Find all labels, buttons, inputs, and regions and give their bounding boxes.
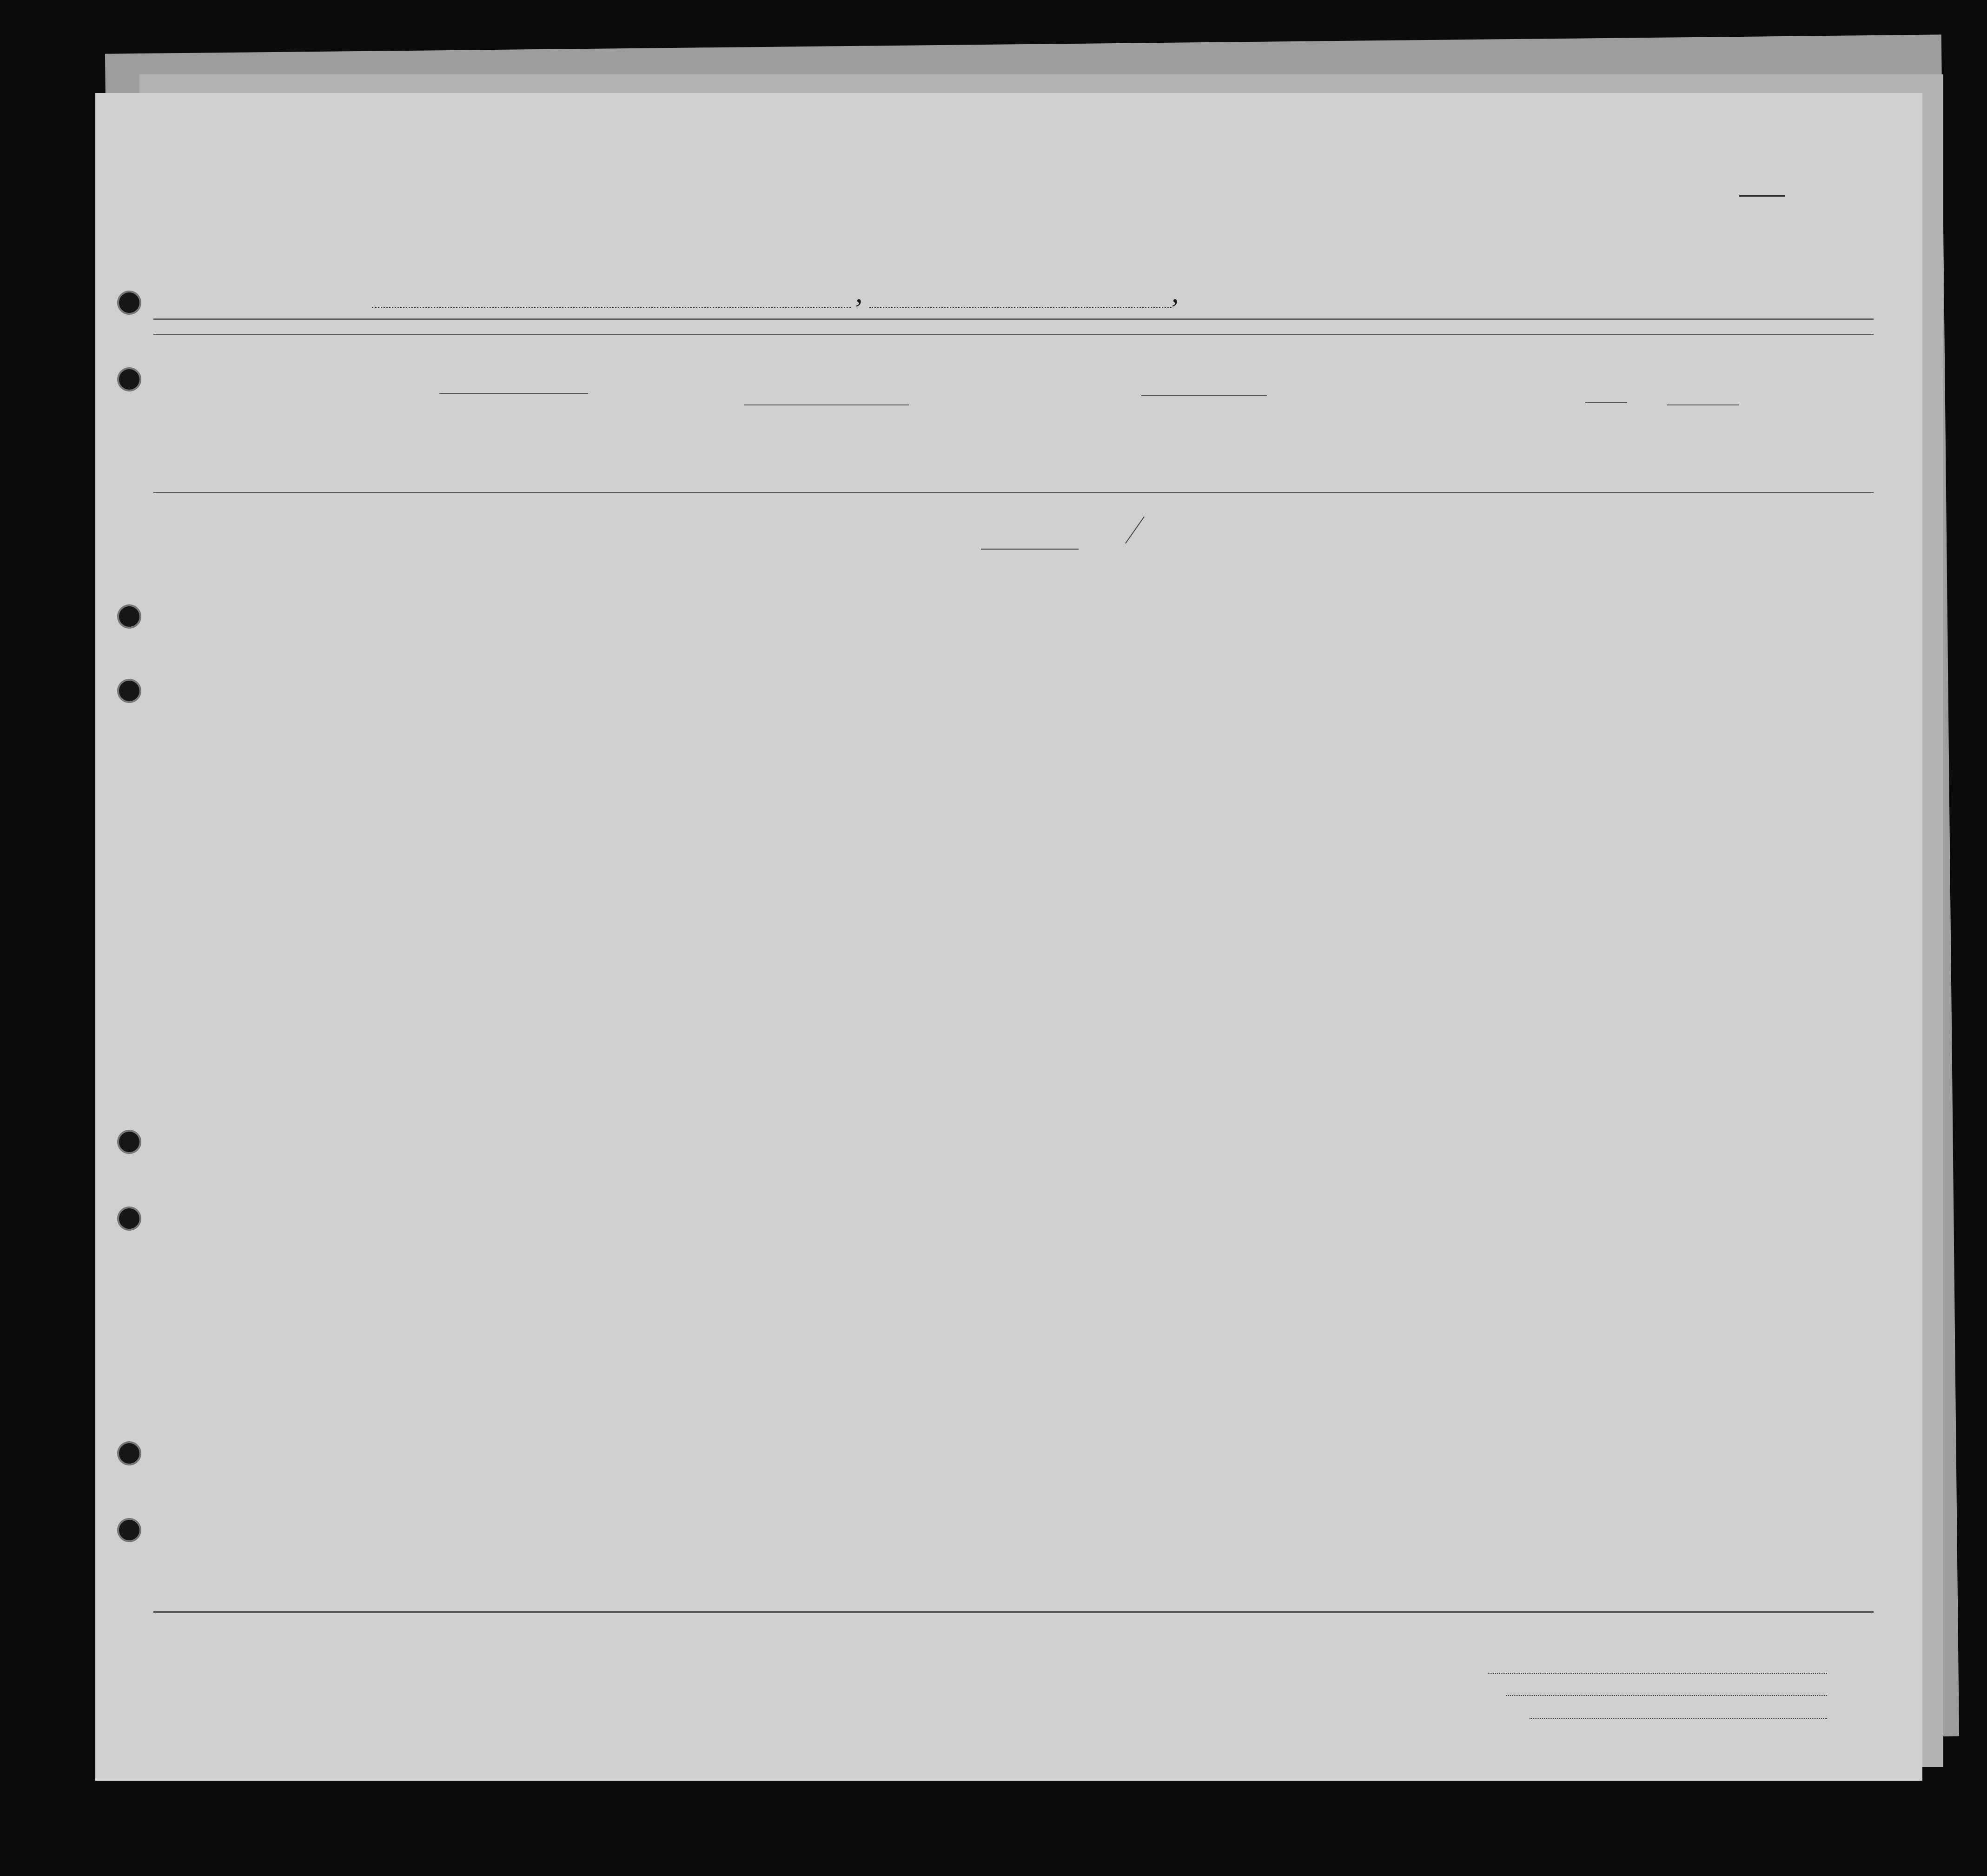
column-number-divider xyxy=(153,334,1874,335)
header-polygamist xyxy=(1292,367,1311,488)
header-ticket xyxy=(594,363,613,488)
header-divider xyxy=(1585,402,1627,403)
manifest-sheet xyxy=(95,93,1922,1781)
header-q30 xyxy=(1432,372,1451,488)
line-field xyxy=(1488,1673,1827,1674)
binder-hole xyxy=(117,1206,141,1231)
header-q29 xyxy=(1390,367,1432,488)
port-line xyxy=(372,307,851,308)
binder-hole xyxy=(117,604,141,629)
binder-hole xyxy=(117,679,141,703)
header-anarchist xyxy=(1316,367,1334,488)
binder-hole xyxy=(117,1130,141,1154)
owners-field xyxy=(1506,1695,1827,1696)
header-money xyxy=(711,363,730,488)
binder-hole xyxy=(117,1518,141,1542)
header-inches xyxy=(1609,456,1623,488)
header-divider xyxy=(1667,404,1739,405)
header-feet xyxy=(1588,460,1602,488)
header-purpose-length xyxy=(1179,395,1211,488)
date-line xyxy=(869,307,1172,308)
table-bottom-border xyxy=(153,1611,1874,1613)
header-q31 xyxy=(1455,372,1474,488)
header-divider xyxy=(439,393,588,394)
binder-hole xyxy=(117,291,141,315)
comma: , xyxy=(855,277,863,309)
header-prison xyxy=(1253,372,1285,488)
header-divider xyxy=(744,404,909,405)
binder-hole xyxy=(117,1441,141,1465)
binder-hole xyxy=(117,367,141,391)
header-purpose-citizen xyxy=(1220,395,1253,488)
header-divider xyxy=(1141,395,1267,396)
comma: , xyxy=(1172,277,1179,309)
list-underline xyxy=(1739,195,1785,197)
agents-field xyxy=(1530,1718,1827,1719)
strikethrough xyxy=(981,549,1079,550)
header-bottom-border xyxy=(153,492,1874,493)
table-top-border xyxy=(153,318,1874,320)
header-purpose-return xyxy=(1141,395,1174,488)
